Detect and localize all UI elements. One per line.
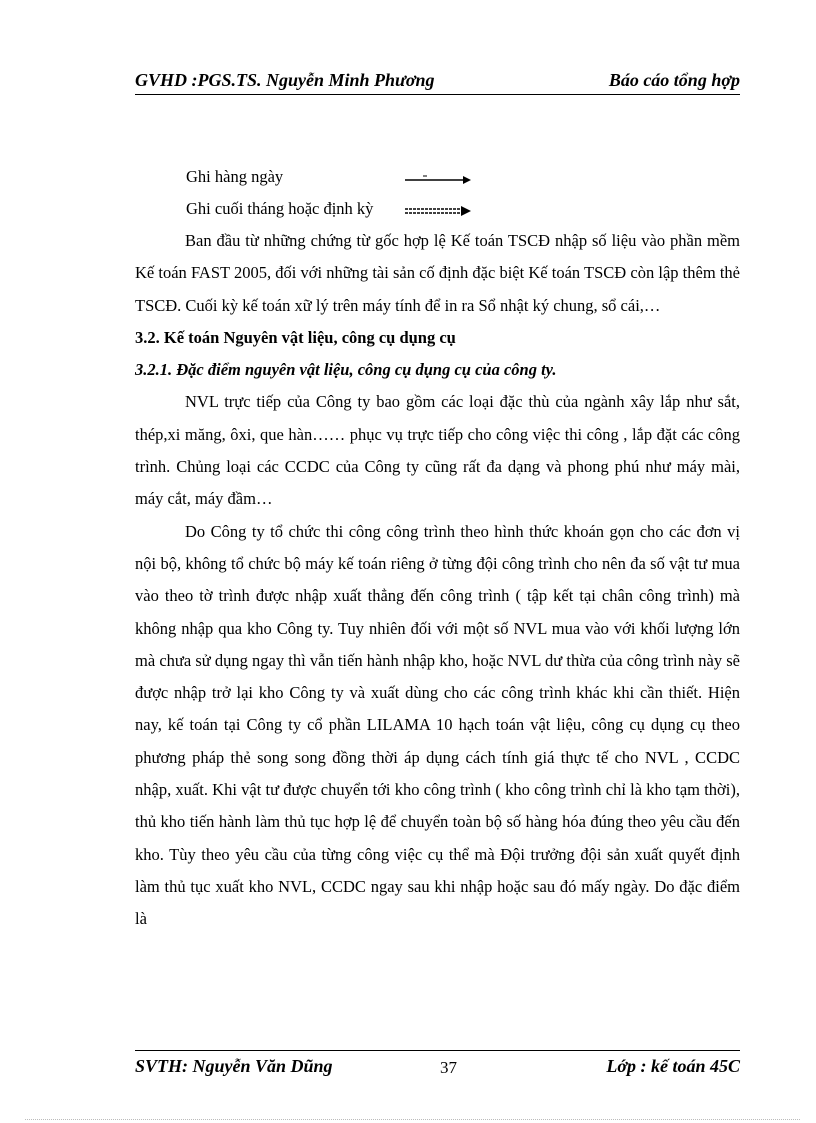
paragraph-organization: Do Công ty tổ chức thi công công trình theo hình thức khoán gọn cho các đơn vị nội bộ, không tổ chức bộ máy kế toán riêng ở từng đội công trình cho nên đa số vật tư mua vào theo tờ trình được nhập xuất thẳng đến công trình ( tập kết tại chân công trình) mà không nhập qua kho Công ty. Tuy nhiên đối với một số NVL mua vào với khối lượng lớn mà chưa sử dụng ngay thì vẫn tiến hành nhập kho, hoặc NVL dư thừa của công trình này sẽ được nhập trở lại kho Công ty và xuất dùng cho các công trình khác khi cần thiết. Hiện nay, kế toán tại Công ty cổ phần LILAMA 10 hạch toán vật liệu, công cụ dụng cụ theo phương pháp thẻ song song đồng thời áp dụng cách tính giá thực tế cho NVL , CCDC nhập, xuất. Khi vật tư được chuyển tới kho công trình ( kho công trình chỉ là kho tạm thời), thủ kho tiến hành làm thủ tục hợp lệ để chuyển toàn bộ số hàng hóa đúng theo yêu cầu đến kho. Tùy theo yêu cầu của từng công việc cụ thể mà Đội trưởng đội sản xuất quyết định làm thủ tục xuất kho NVL, CCDC ngay sau khi nhập hoặc sau đó mấy ngày. Do đặc điểm là — [135, 521, 740, 929]
header-divider — [135, 94, 740, 95]
page-number: 37 — [440, 1058, 457, 1077]
legend-periodic-label: Ghi cuối tháng hoặc định kỳ — [186, 199, 374, 218]
section-heading: 3.2. Kế toán Nguyên vật liệu, công cụ dụng cụ — [135, 327, 456, 347]
subsection-heading: 3.2.1. Đặc điểm nguyên vật liệu, công cụ dụng cụ của công ty. — [135, 360, 557, 380]
header-instructor: GVHD :PGS.TS. Nguyễn Minh Phương — [135, 70, 435, 90]
solid-arrow-icon — [405, 175, 471, 185]
legend-daily-label: Ghi hàng ngày — [186, 167, 284, 186]
footer-student: SVTH: Nguyễn Văn Dũng — [135, 1056, 333, 1076]
paragraph-fast-software: Ban đầu từ những chứng từ gốc hợp lệ Kế toán TSCĐ nhập số liệu vào phần mềm Kế toán FAST 2005, đối với những tài sản cố định đặc biệt Kế toán TSCĐ còn lập thêm thẻ TSCĐ. Cuối kỳ kế toán xữ lý trên máy tính để in ra Sổ nhật ký chung, sổ cái,… — [135, 231, 740, 315]
legend-daily — [186, 167, 283, 187]
page-header — [135, 70, 740, 94]
header-report-title: Báo cáo tổng hợp — [608, 70, 740, 90]
legend-periodic — [186, 199, 373, 219]
paragraph-materials: NVL trực tiếp của Công ty bao gồm các loại đặc thù của ngành xây lắp như sắt, thép,xi măng, ôxi, que hàn…… phục vụ trực tiếp cho công việc thi công , lắp đặt các công trình. Chủng loại các CCDC của Công ty cũng rất đa dạng và phong phú như máy mài, máy cắt, máy đầm… — [135, 392, 740, 509]
footer-class: Lớp : kế toán 45C — [606, 1056, 740, 1076]
double-line-arrow-icon — [405, 206, 471, 216]
footer-divider — [135, 1050, 740, 1051]
page-footer — [135, 1056, 740, 1080]
main-content — [135, 225, 740, 936]
page-edge-divider — [25, 1119, 800, 1120]
